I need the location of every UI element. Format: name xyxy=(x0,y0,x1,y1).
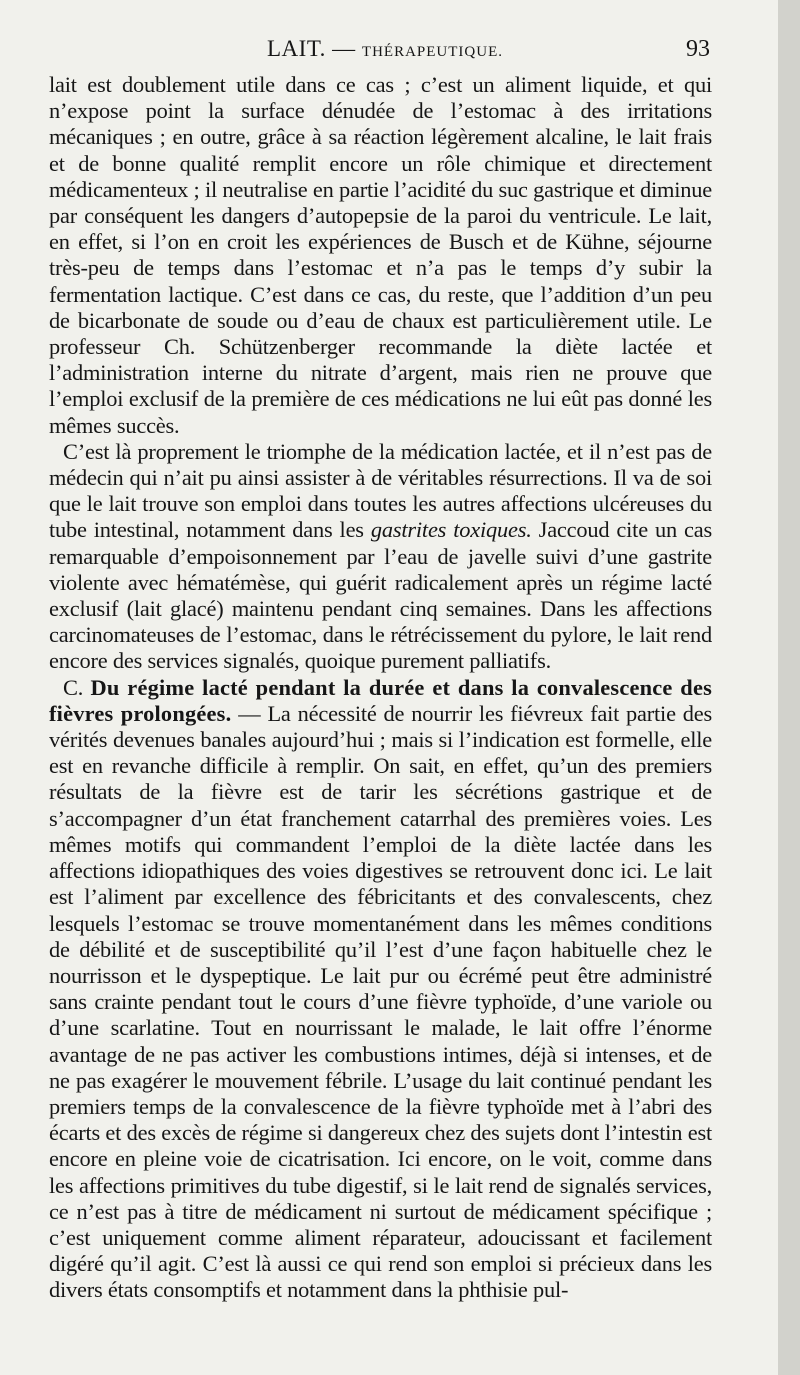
section-heading: Du régime lacté pendant la durée et dans la convalescence des fièvres prolongées. xyxy=(49,674,712,726)
page-number: 93 xyxy=(686,36,710,62)
running-section: THÉRAPEUTIQUE. xyxy=(361,44,503,60)
page-header xyxy=(60,36,710,70)
paragraph-2-italic-term: gastrites toxiques. xyxy=(370,517,532,543)
running-head xyxy=(60,36,710,62)
body-text xyxy=(49,72,712,1304)
page-gutter-shadow xyxy=(778,0,800,1375)
paragraph-2 xyxy=(49,439,712,675)
running-title: LAIT. xyxy=(267,36,326,61)
paragraph-1: lait est doublement utile dans ce cas ; c’est un aliment liquide, et qui n’expose point la surface dénudée de l’estomac à des irritations mécaniques ; en outre, grâce à sa réaction légèrement alcaline, le lait frais et de bonne qualité remplit encore un rôle chimique et directement médicamenteux ; il neutralise en partie l’acidité du suc gastrique et diminue par conséquent les dangers d’autopepsie de la paroi du ventricule. Le lait, en effet, si l’on en croit les expériences de Busch et de Kühne, séjourne très-peu de temps dans l’estomac et n’a pas le temps d’y subir la fermentation lactique. C’est dans ce cas, du reste, que l’addition d’un peu de bicarbonate de soude ou d’eau de chaux est particulièrement utile. Le professeur Ch. Schützenberger recommande la diète lactée et l’administration interne du nitrate d’argent, mais rien ne prouve que l’emploi exclusif de la première de ces médications ne lui eût pas donné les mêmes succès. xyxy=(49,72,712,438)
section-label: C. xyxy=(63,674,84,700)
paragraph-3 xyxy=(49,675,712,1304)
paragraph-2-text-a: C’est là proprement le triomphe de la médication lactée, et il n’est pas de médecin qui n’ait pu ainsi assister à de véritables résurrections. Il va de soi que le lait trouve son emploi dans toutes les autres affections ulcéreuses du tube intestinal, notamment dans les xyxy=(49,438,712,543)
paragraph-2-text-b: Jaccoud cite un cas remarquable d’empoisonnement par l’eau de javelle suivi d’une gastrite violente avec hématémèse, qui guérit radicalement après un régime lacté exclusif (lait glacé) maintenu pendant cinq semaines. Dans les affections carcinomateuses de l’estomac, dans le rétrécissement du pylore, le lait rend encore des services signalés, quoique purement palliatifs. xyxy=(49,517,712,674)
paragraph-3-text: — La nécessité de nourrir les fiévreux fait partie des vérités devenues banales aujourd’hui ; mais si l’indication est formelle, elle est en revanche difficile à remplir. On sait, en effet, qu’un des premiers résultats de la fièvre est de tarir les sécrétions gastrique et de s’accompagner d’un état franchement catarrhal des premières voies. Les mêmes motifs qui commandent l’emploi de la diète lactée dans les affections idiopathiques des voies digestives se retrouvent donc ici. Le lait est l’aliment par excellence des fébricitants et des convalescents, chez lesquels l’estomac se trouve momentanément dans les mêmes conditions de débilité et de susceptibilité qu’il l’est d’une façon habituelle chez le nourrisson et le dyspeptique. Le lait pur ou écrémé peut être administré sans crainte pendant tout le cours d’une fièvre typhoïde, d’une variole ou d’une scarlatine. Tout en nourrissant le malade, le lait offre l’énorme avantage de ne pas activer les combustions intimes, déjà si intenses, et de ne pas exagérer le mouvement fébrile. L’usage du lait continué pendant les premiers temps de la convalescence de la fièvre typhoïde met à l’abri des écarts et des excès de régime si dangereux chez des sujets dont l’intestin est encore en pleine voie de cicatrisation. Ici encore, on le voit, comme dans les affections primitives du tube digestif, si le lait rend de signalés services, ce n’est pas à titre de médicament ni surtout de médicament spécifique ; c’est uniquement comme aliment réparateur, adoucissant et facilement digéré qu’il agit. C’est là aussi ce qui rend son emploi si précieux dans les divers états consomptifs et notamment dans la phthisie pul- xyxy=(49,700,713,1303)
header-dash: — xyxy=(332,36,356,61)
